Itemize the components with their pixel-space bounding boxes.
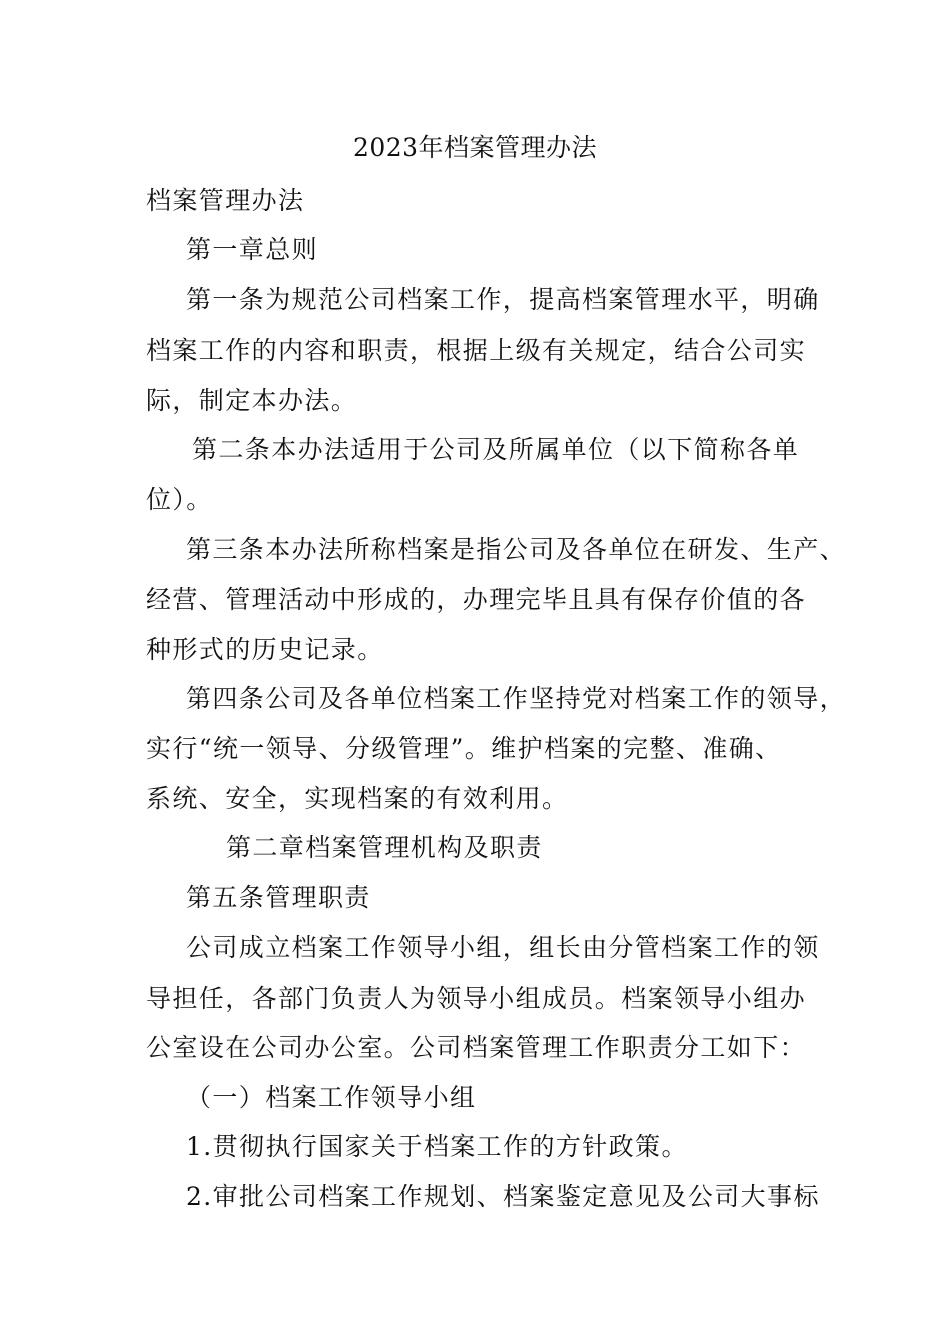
paragraph-line: 经营、管理活动中形成的，办理完毕且具有保存价值的各 [146, 585, 807, 614]
paragraph-line: 实行“统一领导、分级管理”。维护档案的完整、准确、 [146, 734, 782, 763]
paragraph-line: 第一条为规范公司档案工作，提高档案管理水平，明确 [186, 285, 820, 314]
paragraph-line: 第五条管理职责 [186, 883, 371, 912]
paragraph-line: 第三条本办法所称档案是指公司及各单位在研发、生产、 [186, 535, 847, 564]
chapter-heading: 第一章总则 [186, 235, 319, 264]
paragraph-line: 档案管理办法 [146, 186, 305, 215]
paragraph-line: 种形式的历史记录。 [146, 635, 384, 664]
paragraph-line: 档案工作的内容和职责，根据上级有关规定，结合公司实 [146, 336, 807, 365]
paragraph-line: 际，制定本办法。 [146, 386, 358, 415]
paragraph-line: 第四条公司及各单位档案工作坚持党对档案工作的领导， [186, 684, 847, 713]
paragraph-line: 公司成立档案工作领导小组，组长由分管档案工作的领 [186, 933, 820, 962]
paragraph-line: 导担任，各部门负责人为领导小组成员。档案领导小组办 [146, 984, 807, 1013]
paragraph-line: 第二条本办法适用于公司及所属单位（以下简称各单 [192, 435, 800, 464]
paragraph-line: 位）。 [146, 485, 213, 514]
paragraph-line: 系统、安全，实现档案的有效利用。 [146, 784, 569, 813]
document-title: 2023年档案管理办法 [352, 133, 598, 162]
chapter-heading: 第二章档案管理机构及职责 [226, 833, 543, 862]
paragraph-line: 公室设在公司办公室。公司档案管理工作职责分工如下： [146, 1033, 807, 1062]
paragraph-line: 2.审批公司档案工作规划、档案鉴定意见及公司大事标 [186, 1182, 820, 1211]
paragraph-line: 1.贯彻执行国家关于档案工作的方针政策。 [186, 1132, 688, 1161]
paragraph-line: （一）档案工作领导小组 [186, 1083, 477, 1112]
